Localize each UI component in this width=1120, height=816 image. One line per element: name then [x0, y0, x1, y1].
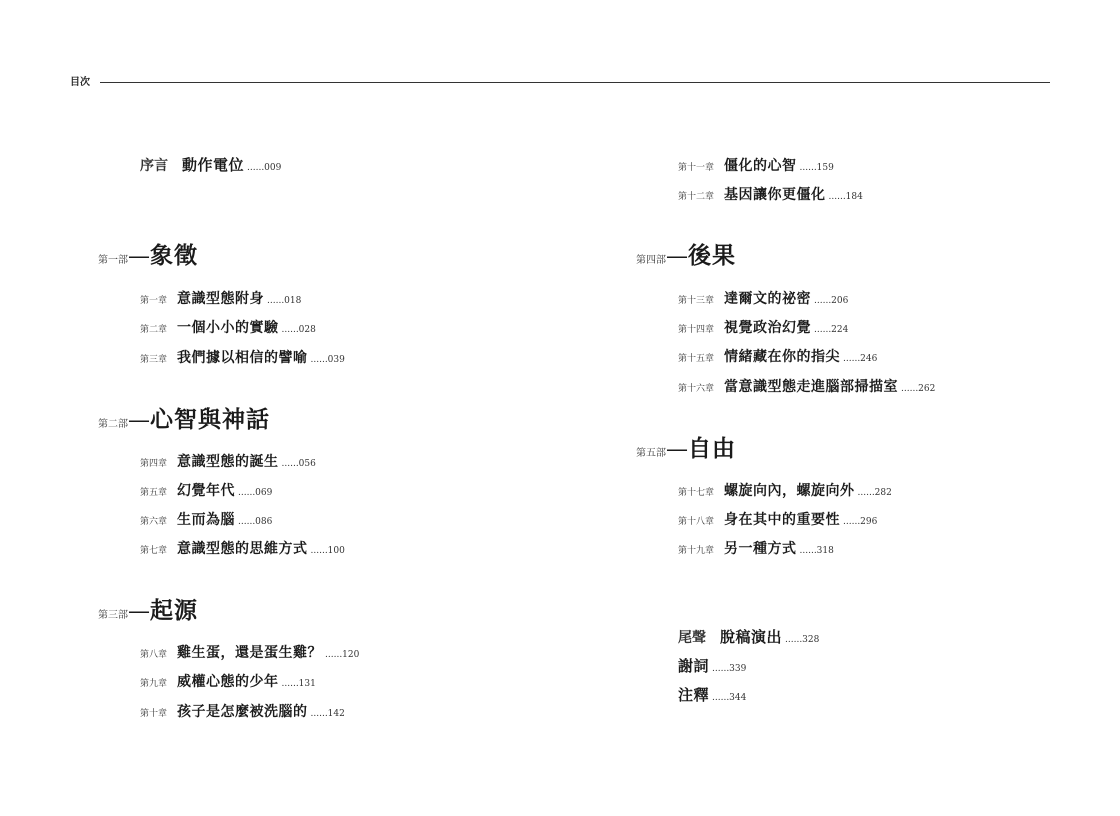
chapter-page: ......069	[238, 488, 273, 498]
part-dash: —	[666, 437, 688, 462]
preface-entry[interactable]	[140, 155, 281, 178]
chapter-page: ......086	[238, 517, 273, 527]
chapter-entry[interactable]	[140, 671, 316, 694]
epilogue-page: ......328	[785, 635, 820, 645]
chapter-title: 基因讓你更僵化	[724, 187, 826, 203]
chapter-page: ......318	[799, 546, 834, 556]
part-heading	[636, 241, 736, 276]
chapter-number: 第六章	[140, 517, 168, 527]
notes-page: ......344	[712, 693, 747, 703]
epilogue-entry[interactable]	[678, 627, 819, 650]
part-title: 自由	[688, 435, 736, 462]
chapter-title: 我們據以相信的譬喻	[177, 350, 308, 366]
chapter-entry[interactable]	[140, 347, 345, 370]
chapter-entry[interactable]	[140, 480, 272, 503]
chapter-page: ......056	[281, 459, 316, 469]
chapter-page: ......184	[828, 192, 863, 202]
part-heading	[98, 405, 270, 440]
page-header	[70, 73, 1050, 93]
acknowledgments-entry[interactable]	[678, 656, 746, 679]
chapter-entry[interactable]	[140, 538, 345, 561]
chapter-page: ......018	[267, 296, 302, 306]
chapter-page: ......100	[310, 546, 345, 556]
chapter-page: ......282	[857, 488, 892, 498]
part-title: 象徵	[150, 242, 198, 269]
chapter-number: 第一章	[140, 296, 168, 306]
chapter-title: 威權心態的少年	[177, 674, 279, 690]
preface-prefix: 序言	[140, 158, 168, 174]
chapter-number: 第七章	[140, 546, 168, 556]
chapter-number: 第十四章	[678, 325, 715, 335]
chapter-number: 第二章	[140, 325, 168, 335]
chapter-entry[interactable]	[678, 346, 877, 369]
acknowledgments-page: ......339	[712, 664, 747, 674]
chapter-number: 第十章	[140, 709, 168, 719]
chapter-page: ......159	[799, 163, 834, 173]
chapter-entry[interactable]	[140, 642, 359, 665]
part-title: 後果	[688, 242, 736, 269]
chapter-page: ......028	[281, 325, 316, 335]
chapter-number: 第十二章	[678, 192, 715, 202]
part-label: 第二部	[98, 419, 128, 430]
chapter-entry[interactable]	[678, 376, 935, 399]
chapter-number: 第十八章	[678, 517, 715, 527]
chapter-page: ......246	[843, 354, 878, 364]
chapter-number: 第十五章	[678, 354, 715, 364]
chapter-page: ......262	[901, 384, 936, 394]
chapter-entry[interactable]	[678, 155, 834, 178]
chapter-page: ......120	[325, 650, 360, 660]
chapter-number: 第三章	[140, 355, 168, 365]
part-title: 心智與神話	[150, 406, 270, 433]
chapter-title: 生而為腦	[177, 512, 236, 528]
chapter-number: 第十三章	[678, 296, 715, 306]
chapter-page: ......039	[310, 355, 345, 365]
chapter-title: 當意識型態走進腦部掃描室	[724, 379, 899, 395]
part-heading	[98, 596, 198, 631]
epilogue-title: 脫稿演出	[720, 628, 783, 646]
chapter-page: ......224	[814, 325, 849, 335]
chapter-page: ......142	[310, 709, 345, 719]
chapter-number: 第四章	[140, 459, 168, 469]
part-dash: —	[128, 599, 150, 624]
chapter-number: 第十六章	[678, 384, 715, 394]
chapter-title: 另一種方式	[724, 541, 797, 557]
chapter-title: 達爾文的祕密	[724, 291, 812, 307]
part-heading	[636, 434, 736, 469]
chapter-title: 僵化的心智	[724, 158, 797, 174]
chapter-title: 雞生蛋，還是蛋生雞？	[177, 645, 323, 661]
chapter-number: 第九章	[140, 679, 168, 689]
part-dash: —	[128, 244, 150, 269]
chapter-number: 第十七章	[678, 488, 715, 498]
header-rule	[100, 82, 1050, 83]
chapter-number: 第五章	[140, 488, 168, 498]
part-label: 第三部	[98, 610, 128, 621]
preface-title: 動作電位	[182, 156, 245, 174]
acknowledgments-title: 謝詞	[678, 657, 710, 675]
part-dash: —	[666, 244, 688, 269]
chapter-title: 一個小小的實驗	[177, 320, 279, 336]
chapter-number: 第十九章	[678, 546, 715, 556]
chapter-entry[interactable]	[678, 538, 834, 561]
preface-page: ......009	[247, 163, 282, 173]
chapter-title: 孩子是怎麼被洗腦的	[177, 704, 308, 720]
chapter-title: 意識型態的思維方式	[177, 541, 308, 557]
part-label: 第四部	[636, 255, 666, 266]
chapter-title: 意識型態附身	[177, 291, 265, 307]
chapter-entry[interactable]	[140, 317, 316, 340]
chapter-title: 螺旋向內，螺旋向外	[724, 483, 855, 499]
chapter-title: 意識型態的誕生	[177, 454, 279, 470]
chapter-entry[interactable]	[678, 288, 848, 311]
chapter-page: ......206	[814, 296, 849, 306]
part-label: 第五部	[636, 448, 666, 459]
toc-label: 目次	[70, 77, 90, 88]
chapter-title: 情緒藏在你的指尖	[724, 349, 841, 365]
chapter-entry[interactable]	[140, 288, 301, 311]
epilogue-prefix: 尾聲	[678, 630, 706, 646]
part-dash: —	[128, 408, 150, 433]
chapter-entry[interactable]	[140, 509, 272, 532]
chapter-entry[interactable]	[678, 509, 877, 532]
part-heading	[98, 241, 198, 276]
chapter-entry[interactable]	[678, 317, 848, 340]
chapter-entry[interactable]	[678, 184, 863, 207]
chapter-title: 幻覺年代	[177, 483, 236, 499]
notes-title: 注釋	[678, 686, 710, 704]
chapter-entry[interactable]	[678, 480, 892, 503]
chapter-entry[interactable]	[140, 701, 345, 724]
part-title: 起源	[150, 597, 198, 624]
chapter-number: 第十一章	[678, 163, 715, 173]
chapter-page: ......131	[281, 679, 316, 689]
chapter-number: 第八章	[140, 650, 168, 660]
chapter-entry[interactable]	[140, 451, 316, 474]
chapter-page: ......296	[843, 517, 878, 527]
chapter-title: 視覺政治幻覺	[724, 320, 812, 336]
chapter-title: 身在其中的重要性	[724, 512, 841, 528]
part-label: 第一部	[98, 255, 128, 266]
notes-entry[interactable]	[678, 685, 746, 708]
